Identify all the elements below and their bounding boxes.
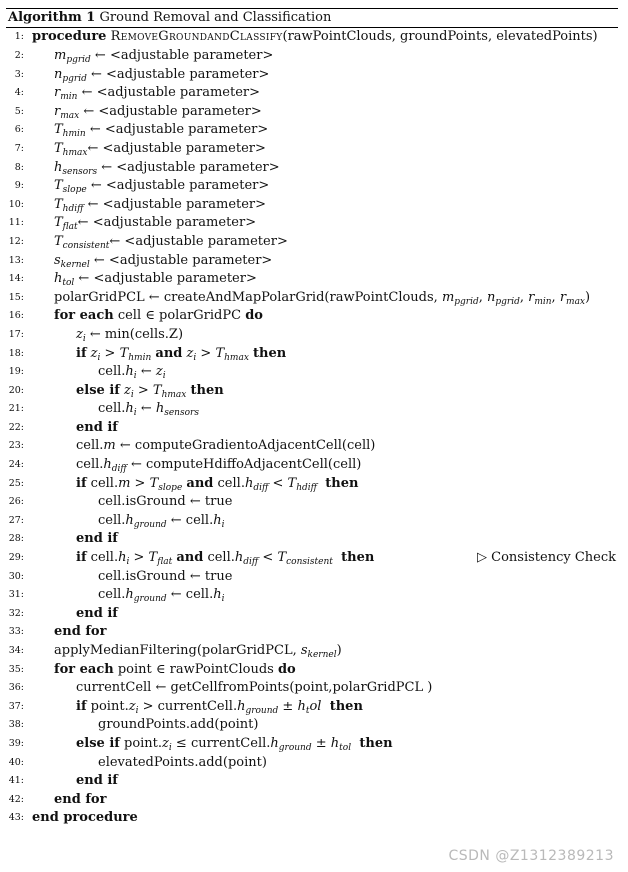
line-code: if $cell.h_i > T_{flat}$ and $cell.h_{diff} < T_{consistent}$ then <box>76 550 375 568</box>
line-code: $z_i$ ← min(cells.Z) <box>76 326 184 344</box>
algorithm-line <box>6 270 618 289</box>
line-code: else if $z_i > T_{hmax}$ then <box>76 382 224 400</box>
algorithm-label: Algorithm 1 <box>8 10 96 25</box>
line-code: end if <box>76 531 118 547</box>
line-number: 41: <box>8 775 24 787</box>
algorithm-line <box>6 698 618 717</box>
algorithm-line <box>6 196 618 215</box>
algorithm-line <box>6 772 618 791</box>
line-number: 23: <box>8 440 24 452</box>
algorithm-line <box>6 605 618 624</box>
line-number: 34: <box>8 645 24 656</box>
line-number: 16: <box>8 310 24 322</box>
line-number: 6: <box>14 124 24 136</box>
line-number: 1: <box>14 31 24 42</box>
line-number: 38: <box>8 719 24 731</box>
algorithm-line <box>6 84 618 103</box>
algorithm-line <box>6 549 618 568</box>
algorithm-line <box>6 177 618 196</box>
algorithm-line <box>6 512 618 531</box>
line-code: $h_{tol}$ ← <adjustable parameter> <box>54 271 257 289</box>
algorithm-line <box>6 233 618 252</box>
algorithm-line <box>6 307 618 326</box>
line-code: polarGridPCL ← createAndMapPolarGrid(rawPointClouds, $m_{pgrid}$, $n_{pgrid}$, $r_{min}$, $r_{max}$) <box>54 289 591 307</box>
algorithm-line <box>6 28 618 47</box>
line-number: 12: <box>8 235 24 247</box>
line-code: else if $point.z_i$ ≤ $currentCell.h_{ground} \pm h_{tol}$ then <box>76 735 393 753</box>
line-number: 40: <box>8 756 24 768</box>
line-number: 18: <box>8 347 24 359</box>
line-code: end if <box>76 419 118 435</box>
algorithm-lines <box>6 28 618 828</box>
line-number: 14: <box>8 273 24 285</box>
line-code: end for <box>54 624 107 640</box>
algorithm-line <box>6 475 618 494</box>
line-code: $T_{consistent}\leftarrow$ <adjustable parameter> <box>54 233 288 251</box>
algorithm-line <box>6 586 618 605</box>
line-number: 2: <box>14 50 24 61</box>
algorithm-line <box>6 568 618 587</box>
algorithm-block <box>6 8 618 828</box>
line-number: 17: <box>8 328 24 340</box>
line-number: 11: <box>8 217 24 229</box>
line-number: 3: <box>14 68 24 80</box>
line-number: 35: <box>8 663 24 675</box>
algorithm-line <box>6 159 618 178</box>
line-number: 10: <box>8 198 24 210</box>
line-code: $m_{pgrid}$ ← <adjustable parameter> <box>54 48 274 65</box>
algorithm-caption <box>6 9 618 26</box>
line-number: 37: <box>8 700 24 712</box>
line-code: for each point ∈ rawPointClouds do <box>54 661 296 677</box>
algorithm-line <box>6 363 618 382</box>
line-number: 9: <box>14 180 24 192</box>
algorithm-line <box>6 66 618 85</box>
line-code: end if <box>76 773 118 789</box>
algorithm-line <box>6 140 618 159</box>
line-code: elevatedPoints.add(point) <box>98 754 267 770</box>
algorithm-line <box>6 791 618 810</box>
line-number: 42: <box>8 793 24 805</box>
line-number: 28: <box>8 533 24 545</box>
algorithm-line <box>6 809 618 828</box>
line-code: $r_{min}$ ← <adjustable parameter> <box>54 85 260 103</box>
algorithm-line <box>6 214 618 233</box>
line-code: $n_{pgrid}$ ← <adjustable parameter> <box>54 66 270 84</box>
line-number: 15: <box>8 291 24 303</box>
line-code: $T_{hmin}$ ← <adjustable parameter> <box>54 122 269 140</box>
line-code: $cell.h_{ground}$ ← $cell.h_i$ <box>98 587 225 605</box>
line-number: 24: <box>8 459 24 471</box>
line-code: cell.m ← computeGradientoAdjacentCell(cell) <box>76 438 376 454</box>
algorithm-line <box>6 326 618 345</box>
line-code: $h_{sensors}$ ← <adjustable parameter> <box>54 159 280 177</box>
line-comment: ▷ Consistency Check <box>477 550 616 566</box>
line-code: $cell.h_i$ ← $h_{sensors}$ <box>98 401 199 419</box>
algorithm-line <box>6 419 618 438</box>
algorithm-line <box>6 382 618 401</box>
line-code: currentCell ← getCellfromPoints(point,polarGridPCL ) <box>76 680 433 696</box>
line-number: 4: <box>14 87 24 99</box>
line-number: 7: <box>14 142 24 154</box>
line-number: 8: <box>14 161 24 173</box>
line-code: if $z_i > T_{hmin}$ and $z_i > T_{hmax}$ then <box>76 345 287 363</box>
algorithm-line <box>6 252 618 271</box>
line-code: for each cell ∈ polarGridPC do <box>54 308 263 324</box>
line-code: $T_{flat}\leftarrow$ <adjustable parameter> <box>54 215 257 233</box>
algorithm-line <box>6 623 618 642</box>
line-number: 21: <box>8 403 24 415</box>
line-number: 27: <box>8 514 24 526</box>
line-code: $cell.h_i$ ← $z_i$ <box>98 364 166 382</box>
line-number: 30: <box>8 570 24 582</box>
line-code: end for <box>54 791 107 807</box>
line-code: $cell.h_{ground}$ ← $cell.h_i$ <box>98 512 225 530</box>
line-number: 33: <box>8 626 24 638</box>
algorithm-line <box>6 661 618 680</box>
line-number: 36: <box>8 682 24 694</box>
algorithm-line <box>6 437 618 456</box>
line-code: $cell.h_{diff}$ ← computeHdiffoAdjacentCell(cell) <box>76 457 362 475</box>
line-code: cell.isGround ← true <box>98 568 233 584</box>
algorithm-line <box>6 456 618 475</box>
algorithm-line <box>6 754 618 773</box>
algorithm-line <box>6 735 618 754</box>
line-number: 20: <box>8 384 24 396</box>
line-number: 26: <box>8 496 24 508</box>
line-number: 39: <box>8 737 24 749</box>
algorithm-line <box>6 47 618 66</box>
line-number: 43: <box>8 812 24 824</box>
watermark: CSDN @Z1312389213 <box>448 848 614 864</box>
algorithm-title: Ground Removal and Classification <box>99 10 332 25</box>
algorithm-line <box>6 400 618 419</box>
line-code: $T_{hdiff}$ ← <adjustable parameter> <box>54 196 267 214</box>
line-number: 13: <box>8 254 24 266</box>
line-number: 5: <box>14 105 24 117</box>
line-code: $T_{hmax}\leftarrow$ <adjustable parameter> <box>54 140 266 158</box>
algorithm-line <box>6 530 618 549</box>
algorithm-line <box>6 642 618 661</box>
line-code: if cell.m > $T_{slope}$ and $cell.h_{diff} < T_{hdiff}$ then <box>76 475 359 493</box>
line-number: 25: <box>8 477 24 489</box>
line-number: 31: <box>8 589 24 601</box>
algorithm-line <box>6 103 618 122</box>
line-code: procedure RemoveGroundandClassify(rawPointClouds, groundPoints, elevatedPoints) <box>32 29 598 44</box>
algorithm-line <box>6 345 618 364</box>
line-code: end if <box>76 605 118 621</box>
algorithm-line <box>6 289 618 308</box>
algorithm-line <box>6 716 618 735</box>
line-code: groundPoints.add(point) <box>98 717 259 733</box>
line-code: $r_{max}$ ← <adjustable parameter> <box>54 103 262 121</box>
line-number: 22: <box>8 421 24 433</box>
algorithm-line <box>6 679 618 698</box>
line-code: end procedure <box>32 810 138 826</box>
algorithm-line <box>6 493 618 512</box>
line-number: 19: <box>8 366 24 378</box>
line-code: $T_{slope}$ ← <adjustable parameter> <box>54 178 270 196</box>
line-number: 29: <box>8 552 24 564</box>
algorithm-line <box>6 121 618 140</box>
line-number: 32: <box>8 607 24 619</box>
line-code: if $point.z_i$ > $currentCell.h_{ground} \pm h_tol$ then <box>76 698 363 716</box>
line-code: applyMedianFiltering(polarGridPCL, $s_{kernel}$) <box>54 643 342 660</box>
line-code: $s_{kernel}$ ← <adjustable parameter> <box>54 252 273 270</box>
line-code: cell.isGround ← true <box>98 494 233 510</box>
